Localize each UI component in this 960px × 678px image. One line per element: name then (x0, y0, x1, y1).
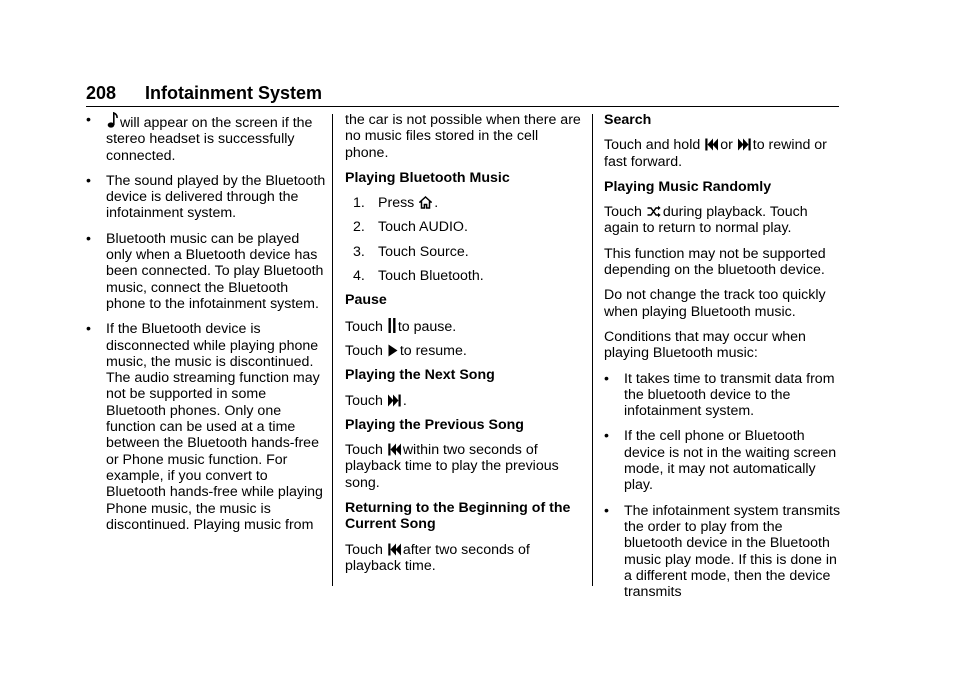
column-2 (345, 112, 585, 583)
step-text: Touch AUDIO. (378, 219, 468, 236)
text-fragment: within two seconds of playback time to play the previous song. (345, 442, 559, 491)
text-fragment: after two seconds of playback time. (345, 541, 530, 574)
column-1 (86, 112, 326, 542)
bullet-dot: • (604, 502, 609, 519)
text-fragment: or (720, 137, 733, 154)
text-fragment: Touch (345, 541, 383, 558)
shuffle-icon (647, 205, 661, 218)
heading-next-song: Playing the Next Song (345, 367, 495, 384)
column-3 (604, 112, 844, 609)
heading-playing-randomly: Playing Music Randomly (604, 178, 772, 195)
heading-playing-bluetooth-music: Playing Bluetooth Music (345, 169, 510, 186)
step-text: Touch Bluetooth. (378, 268, 484, 285)
play-icon (388, 344, 398, 357)
bullet-dot: • (86, 172, 91, 189)
bullet-dot: • (86, 230, 91, 247)
step-item (345, 244, 585, 260)
text-fragment: Touch (345, 342, 383, 359)
bullet-dot: • (604, 370, 609, 387)
page-number: 208 (86, 83, 117, 103)
next-track-icon (738, 138, 751, 151)
step-text: Press (378, 195, 415, 212)
heading-search: Search (604, 112, 652, 128)
bullet-dot: • (86, 321, 91, 338)
text-fragment: Touch (345, 442, 383, 459)
previous-track-icon (705, 138, 718, 151)
home-icon (419, 196, 432, 209)
prev-text (345, 442, 585, 491)
bullet-dot: • (86, 112, 91, 128)
step-item (345, 219, 585, 235)
page-header (86, 82, 839, 107)
list-item-text: If the Bluetooth device is disconnected while playing phone music, the music is discontinued. The audio streaming function may not be supported in some Bluetooth phones. Only one function can be used at a time between the Bluetooth hands-free or Phone music function. For example, if you convert to Bluetooth hands-free while playing Phone music, the music is discontinued. Playing music from (106, 321, 323, 533)
list-item (86, 231, 326, 312)
list-item-text: If the cell phone or Bluetooth device is not in the waiting screen mode, it may not automatically play. (624, 428, 837, 494)
text-fragment: Touch (604, 204, 642, 221)
list-item-text: It takes time to transmit data from the bluetooth device to the infotainment system. (624, 370, 835, 420)
column-divider-1 (332, 114, 333, 586)
step-item (345, 268, 585, 284)
next-text (345, 393, 585, 409)
paragraph: This function may not be supported depending on the bluetooth device. (604, 245, 826, 279)
pause-icon (388, 318, 396, 333)
list-item (86, 112, 326, 164)
list-item (86, 321, 326, 533)
begin-text (345, 542, 585, 575)
random-text (604, 204, 844, 237)
column-divider-2 (592, 114, 593, 586)
text-fragment: Touch and hold (604, 137, 701, 154)
list-item (604, 428, 844, 493)
heading-pause: Pause (345, 292, 387, 309)
previous-track-icon (388, 443, 401, 456)
text-fragment: to rewind or fast forward. (604, 137, 827, 170)
list-item (604, 371, 844, 420)
list-item-text: Bluetooth music can be played only when a Bluetooth device has been connected. To play Bluetooth music, connect the Bluetooth phone to the infotainment system. (106, 230, 324, 312)
pause-text (345, 318, 585, 335)
step-item (345, 195, 585, 211)
text-fragment: to pause. (397, 318, 457, 335)
heading-beginning-current-song: Returning to the Beginning of the Current Song (345, 500, 571, 533)
list-item-text: will appear on the screen if the stereo headset is successfully connected. (106, 115, 313, 164)
previous-track-icon (388, 543, 401, 556)
text-fragment: . (402, 392, 407, 409)
paragraph: Conditions that may occur when playing Bluetooth music: (604, 328, 806, 362)
step-number: 2. (353, 219, 365, 236)
resume-text (345, 343, 585, 359)
heading-previous-song: Playing the Previous Song (345, 416, 524, 433)
continued-text: the car is not possible when there are no music files stored in the cell phone. (345, 112, 581, 161)
step-number: 3. (353, 243, 365, 260)
text-fragment: to resume. (399, 342, 467, 359)
section-title: Infotainment System (145, 83, 323, 103)
text-fragment: Touch (345, 392, 383, 409)
paragraph: Do not change the track too quickly when playing Bluetooth music. (604, 287, 826, 320)
headset-note-icon (107, 112, 118, 129)
text-fragment: during playback. Touch again to return to normal play. (604, 204, 808, 237)
step-number: 1. (353, 195, 365, 212)
step-number: 4. (353, 268, 365, 285)
step-text: Touch Source. (378, 243, 469, 260)
search-text (604, 137, 844, 170)
next-track-icon (388, 394, 401, 407)
bullet-dot: • (604, 428, 609, 445)
text-fragment: Touch (345, 318, 383, 335)
list-item (604, 503, 844, 601)
list-item-text: The infotainment system transmits the order to play from the bluetooth device in the Bluetooth music play mode. If this is done in a different mode, then the device transmits (624, 502, 841, 601)
list-item-text: The sound played by the Bluetooth device is delivered through the infotainment system. (106, 172, 326, 222)
step-text: . (434, 195, 439, 212)
list-item (86, 173, 326, 222)
